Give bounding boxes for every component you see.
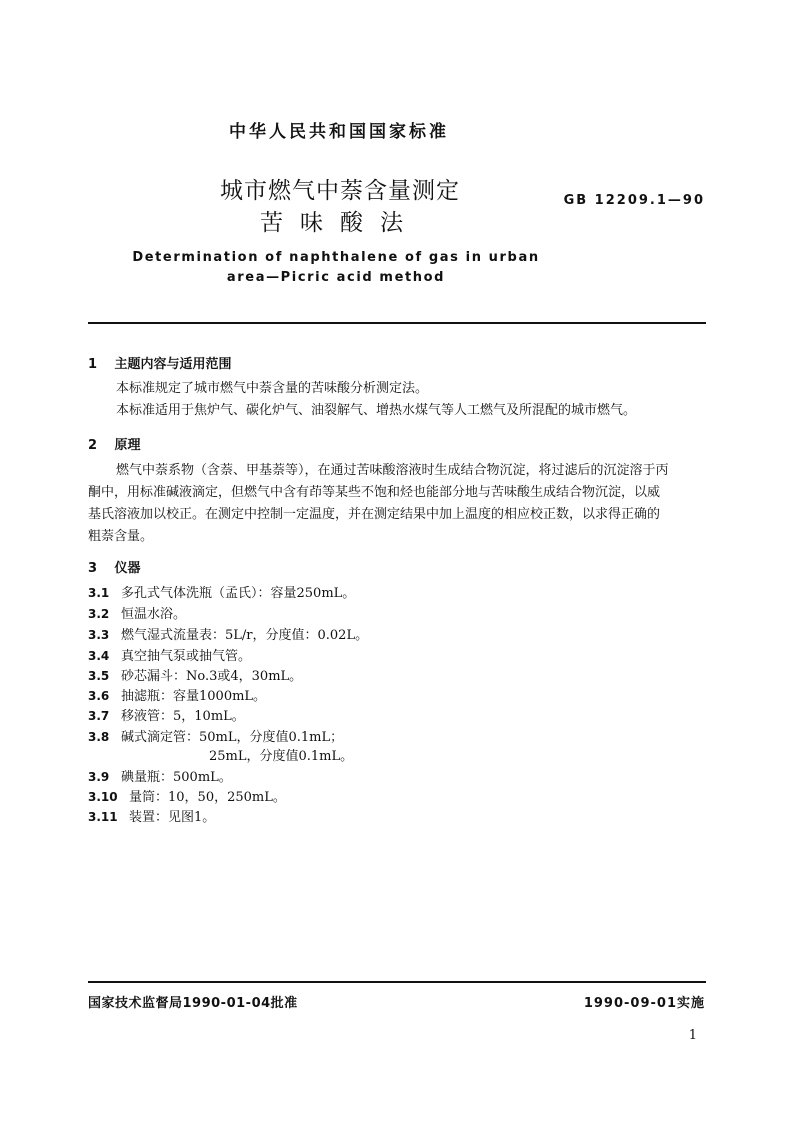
list-item <box>88 583 355 603</box>
item-text: 多孔式气体洗瓶（孟氏）：容量250mL。 <box>121 586 356 601</box>
item-text: 抽滤瓶：容量1000mL。 <box>121 689 267 704</box>
item-number: 3.9 <box>88 770 110 784</box>
list-item <box>88 727 343 747</box>
list-item <box>88 625 368 645</box>
item-number: 3.4 <box>88 649 110 663</box>
section-2-line-1: 燃气中萘系物（含萘、甲基萘等），在通过苦味酸溶液时生成结合物沉淀，将过滤后的沉淀溶于丙 <box>116 463 669 478</box>
section-number: 3 <box>88 561 98 576</box>
page-number: 1 <box>688 1028 697 1043</box>
title-english-line2: area—Picric acid method <box>226 270 446 285</box>
title-english-line1: Determination of naphthalene of gas in urban <box>132 250 540 265</box>
item-text: 真空抽气泵或抽气管。 <box>121 649 252 664</box>
item-text: 燃气湿式流量表：5L/r，分度值：0.02L。 <box>121 628 369 643</box>
footer-divider <box>88 981 706 983</box>
header-divider <box>88 322 706 324</box>
approval-date: 国家技术监督局1990-01-04批准 <box>88 996 298 1011</box>
title-chinese-line1: 城市燃气中萘含量测定 <box>220 178 460 204</box>
section-3-heading <box>88 557 141 576</box>
section-number: 2 <box>88 438 98 453</box>
list-item <box>88 706 245 726</box>
item-number: 3.5 <box>88 669 110 683</box>
section-1-paragraph-2: 本标准适用于焦炉气、碳化炉气、油裂解气、增热水煤气等人工燃气及所混配的城市燃气。 <box>116 403 637 418</box>
list-item-continuation: 25mL，分度值0.1mL。 <box>209 749 354 764</box>
item-number: 3.6 <box>88 689 110 703</box>
section-2-line-3: 基氏溶液加以校正。在测定中控制一定温度，并在测定结果中加上温度的相应校正数，以求得正确的 <box>88 507 661 522</box>
item-number: 3.11 <box>88 810 118 824</box>
section-2-heading <box>88 434 141 453</box>
item-text: 恒温水浴。 <box>121 607 187 622</box>
section-1-paragraph-1: 本标准规定了城市燃气中萘含量的苦味酸分析测定法。 <box>116 381 429 396</box>
item-text: 装置：见图1。 <box>129 810 216 825</box>
section-title: 主题内容与适用范围 <box>114 357 232 372</box>
item-number: 3.2 <box>88 607 110 621</box>
list-item <box>88 646 251 666</box>
item-text: 碱式滴定管：50mL，分度值0.1mL； <box>121 730 344 745</box>
item-text: 砂芯漏斗：No.3或4，30mL。 <box>121 669 303 684</box>
item-number: 3.1 <box>88 586 110 600</box>
item-text: 碘量瓶：500mL。 <box>121 770 232 785</box>
national-standard-label: 中华人民共和国国家标准 <box>229 122 449 142</box>
item-number: 3.7 <box>88 709 110 723</box>
list-item <box>88 807 215 827</box>
title-chinese-line2: 苦味酸法 <box>260 210 420 236</box>
item-number: 3.3 <box>88 628 110 642</box>
item-number: 3.8 <box>88 730 110 744</box>
section-number: 1 <box>88 357 98 372</box>
implementation-date: 1990-09-01实施 <box>583 996 705 1011</box>
list-item <box>88 604 186 624</box>
list-item <box>88 686 266 706</box>
item-number: 3.10 <box>88 790 118 804</box>
list-item <box>88 666 302 686</box>
list-item <box>88 767 232 787</box>
section-title: 原理 <box>114 438 141 453</box>
section-title: 仪器 <box>114 561 141 576</box>
section-2-line-4: 粗萘含量。 <box>88 529 154 544</box>
standard-code: GB 12209.1—90 <box>563 193 705 208</box>
item-text: 量筒：10，50，250mL。 <box>129 790 286 805</box>
item-text: 移液管：5，10mL。 <box>121 709 245 724</box>
list-item <box>88 787 286 807</box>
section-1-heading <box>88 353 232 372</box>
section-2-line-2: 酮中，用标准碱液滴定，但燃气中含有茚等某些不饱和烃也能部分地与苦味酸生成结合物沉淀，以威 <box>88 485 661 500</box>
